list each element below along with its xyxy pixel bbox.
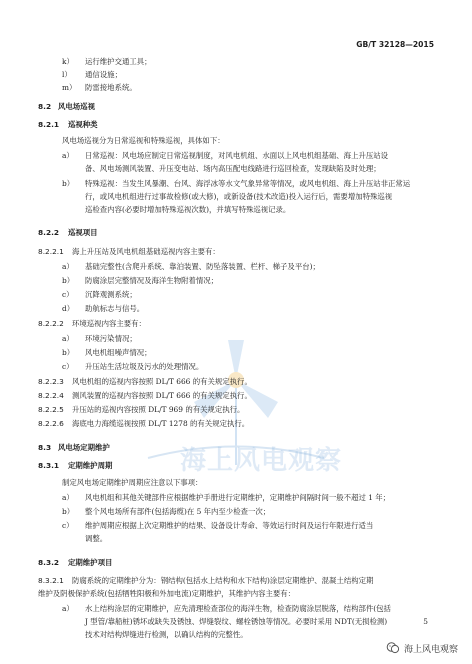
body-text: 巡检查内容(必要时增加特殊巡视次数)，并填写特殊巡视记录。 [85, 205, 291, 214]
body-text: 日常巡视：风电场应制定日常巡视制度，对风电机组、水面以上风电机组基础、海上升压站设 [85, 151, 389, 160]
text-line [0, 245, 472, 258]
text-line [0, 417, 472, 430]
body-text: 防雷接地系统。 [85, 83, 137, 92]
list-label: a） [62, 493, 74, 502]
body-text: 水上结构涂层的定期维护，应先清理检查部位的海洋生物，检查防腐涂层脱落，结构部件(包括 [85, 604, 391, 613]
text-line [0, 574, 472, 587]
clause-number: 8.2.2 [38, 228, 60, 237]
list-label: c） [62, 362, 74, 371]
section-heading: 巡视种类 [68, 120, 98, 129]
clause-number: 8.2.2.3 [38, 377, 64, 386]
text-line [0, 134, 472, 147]
text-line [0, 274, 472, 287]
body-text: 海底电力海缆巡视按照 DL/T 1278 的有关规定执行。 [72, 419, 250, 428]
text-line [0, 346, 472, 359]
list-label: c） [62, 290, 74, 299]
list-label: b） [62, 276, 75, 285]
text-line [0, 118, 472, 131]
clause-number: 8.2.2.5 [38, 405, 64, 414]
section-heading: 定期维护周期 [68, 461, 113, 470]
clause-number: 8.2.2.1 [38, 247, 64, 256]
list-label: b） [62, 179, 75, 188]
body-text: 升压站的巡视内容按照 DL/T 969 的有关规定执行。 [72, 405, 245, 414]
list-label: a） [62, 604, 74, 613]
text-line [0, 177, 472, 190]
body-text: 行，或风电机组进行过事故检修(或大修)，或新设备(技术改造)投入运行后，需要增加特殊巡视 [85, 192, 393, 201]
list-label: b） [62, 507, 75, 516]
body-text: 环境巡视内容主要有： [72, 319, 146, 328]
text-line [0, 441, 472, 454]
body-text: 沉降观测系统； [85, 290, 137, 299]
text-line [0, 587, 472, 600]
text-line [0, 226, 472, 239]
text-line [0, 302, 472, 315]
text-line [0, 615, 472, 628]
section-heading: 巡视项目 [68, 228, 98, 237]
body-text: 助航标志与信号。 [85, 304, 145, 313]
clause-number: 8.2 [38, 102, 52, 111]
text-line [0, 203, 472, 216]
list-label: m） [62, 83, 77, 92]
text-line [0, 476, 472, 489]
body-text: 防腐涂层完整情况及海洋生物附着情况； [85, 276, 219, 285]
clause-number: 8.3 [38, 443, 52, 452]
body-text: 风电机组噪声情况； [85, 348, 152, 357]
clause-number: 8.3.2.1 [38, 576, 64, 585]
section-heading: 定期维护项目 [68, 558, 113, 567]
body-text: 风电机组和其他关键部件应根据维护手册进行定期维护，定期维护间隔时间一般不超过 1 年； [85, 493, 391, 502]
page-number: 5 [423, 617, 428, 626]
list-label: l） [62, 70, 72, 79]
section-heading: 风电场巡视 [58, 102, 95, 111]
text-line [0, 81, 472, 94]
section-heading: 风电场定期维护 [58, 443, 110, 452]
body-text: 维护周期应根据上次定期维护的结果、设备设计寿命、等效运行时间及运行年限进行适当 [85, 521, 374, 530]
list-label: a） [62, 334, 74, 343]
list-label: b） [62, 348, 75, 357]
body-text: 基础完整性(含爬升系统、靠泊装置、防坠落装置、栏杆、梯子及平台)； [85, 262, 320, 271]
text-line [0, 532, 472, 545]
text-line [0, 100, 472, 113]
clause-number: 8.3.2 [38, 558, 60, 567]
clause-number: 8.2.2.4 [38, 391, 64, 400]
text-line [0, 459, 472, 472]
body-text: 环境污染情况； [85, 334, 137, 343]
body-text: 升压站生活垃圾及污水的处理情况。 [85, 362, 204, 371]
list-label: d） [62, 304, 75, 313]
footer-brand [386, 640, 458, 656]
text-line [0, 491, 472, 504]
body-text: 海上升压站及风电机组基础巡视内容主要有： [72, 247, 220, 256]
body-text: 整个风电场所有部件(包括海缆)在 5 年内至少检查一次； [85, 507, 271, 516]
body-text: 技术对结构焊缝进行检测，以确认结构的完整性。 [85, 630, 248, 639]
text-line [0, 162, 472, 175]
clause-number: 8.2.2.2 [38, 319, 64, 328]
clause-number: 8.2.2.6 [38, 419, 64, 428]
body-text: 调整。 [85, 534, 108, 543]
body-text: 制定风电场定期维护周期应注意以下事项： [62, 478, 203, 487]
footer-text: 海上风电观察 [403, 644, 458, 655]
body-text: 测风装置的巡视内容按照 DL/T 666 的有关规定执行。 [72, 391, 252, 400]
text-line [0, 260, 472, 273]
watermark-text: 海上风电观察 [180, 446, 343, 476]
body-text: 维护及阴极保护系统(包括牺牲阳极和外加电流)定期维护，其维护内容主要有： [38, 589, 296, 598]
text-line [0, 375, 472, 388]
text-line [0, 519, 472, 532]
text-line [0, 68, 472, 81]
body-text: 风电机组的巡视内容按照 DL/T 666 的有关规定执行。 [72, 377, 252, 386]
text-line [0, 505, 472, 518]
body-text: 备、风电场测风装置、升压变电站、场内高压配电线路进行巡回检查，发现缺陷及时处理； [85, 164, 381, 173]
clause-number: 8.3.1 [38, 461, 60, 470]
text-line [0, 389, 472, 402]
body-text: 通信设施； [85, 70, 122, 79]
text-line [0, 55, 472, 68]
text-line [0, 149, 472, 162]
list-label: a） [62, 151, 74, 160]
list-label: a） [62, 262, 74, 271]
text-line [0, 360, 472, 373]
body-text: 运行维护交通工具； [85, 57, 152, 66]
text-line [0, 403, 472, 416]
body-text: J 型管/靠船桩)锈坏或缺失及锈蚀、焊缝裂纹、螺栓锈蚀等情况。必要时采用 NDT(无损检测) [85, 617, 388, 626]
wechat-icon [386, 641, 400, 655]
body-text: 特殊巡视：当发生风暴潮、台风、海浮冰等水文气象异常等情况，或风电机组、海上升压站非正常运 [85, 179, 411, 188]
text-line [0, 556, 472, 569]
text-line [0, 190, 472, 203]
standard-number: GB/T 32128—2015 [356, 40, 434, 49]
clause-number: 8.2.1 [38, 120, 60, 129]
text-line [0, 332, 472, 345]
text-line [0, 288, 472, 301]
body-text: 防腐系统的定期维护分为：钢结构(包括水上结构和水下结构)涂层定期维护、混凝土结构定期 [72, 576, 374, 585]
list-label: c） [62, 521, 74, 530]
text-line [0, 317, 472, 330]
body-text: 风电场巡视分为日常巡视和特殊巡视，具体如下： [62, 136, 225, 145]
text-line [0, 602, 472, 615]
list-label: k） [62, 57, 74, 66]
